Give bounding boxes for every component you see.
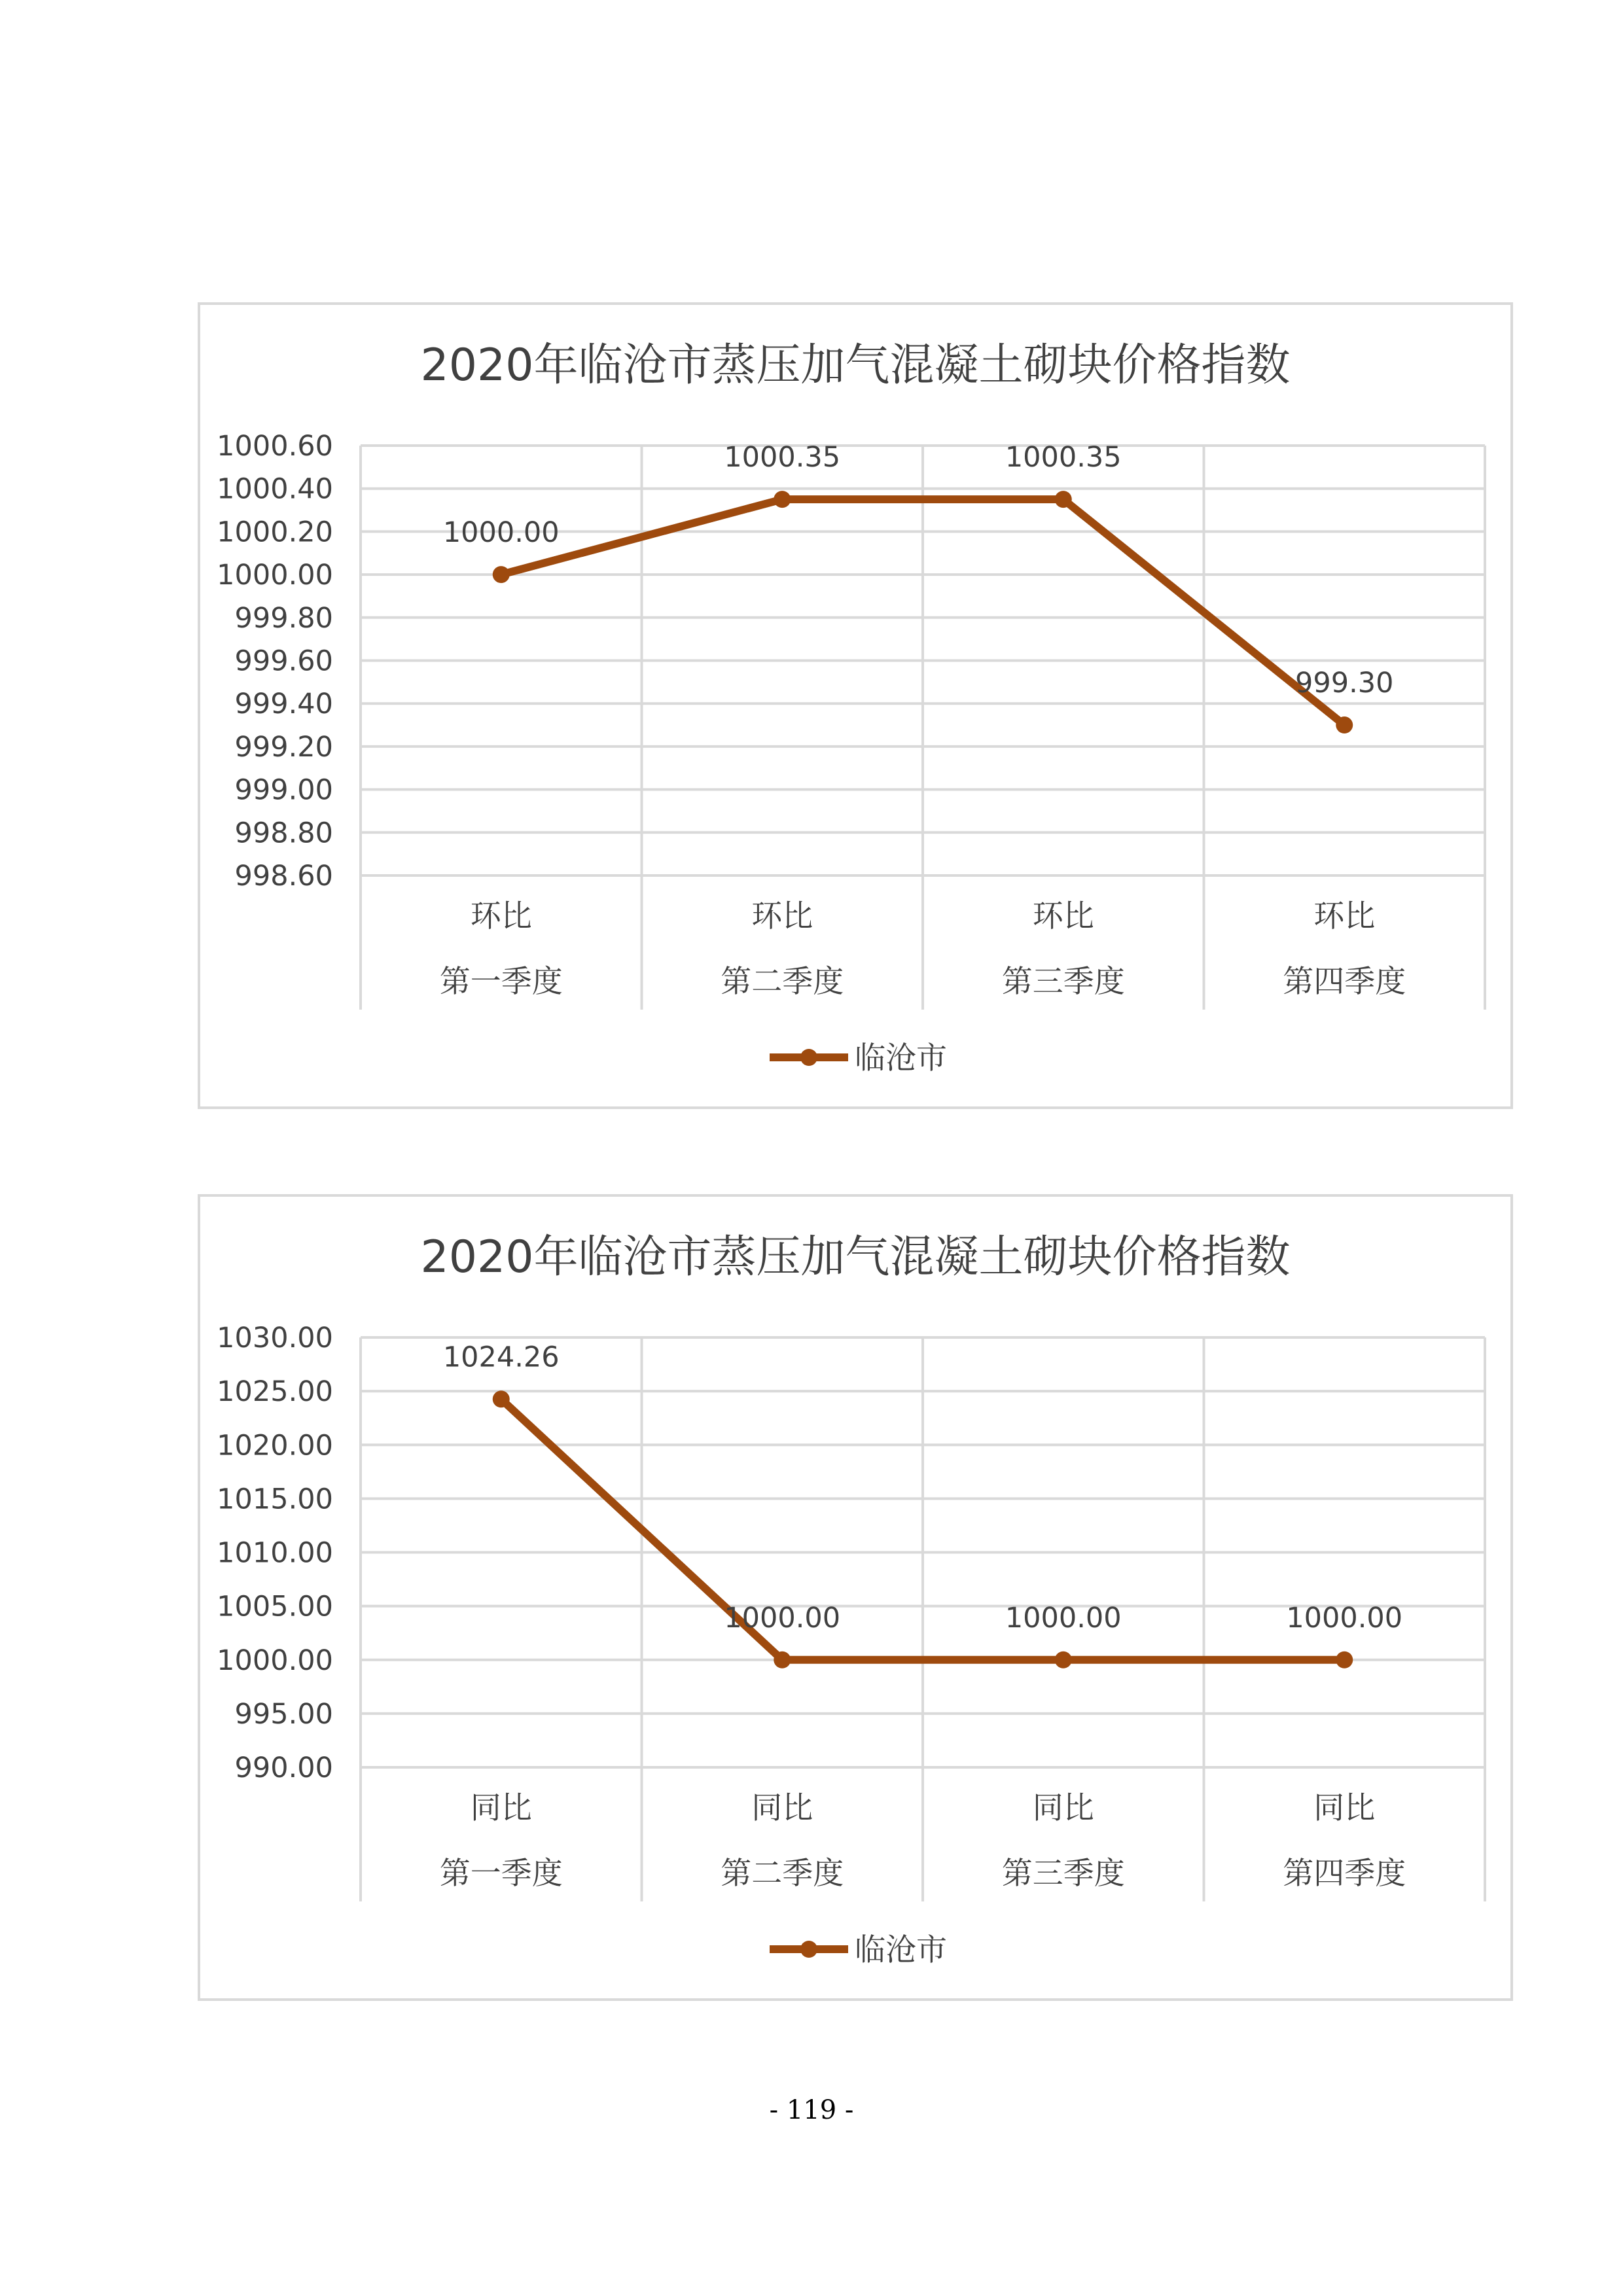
y-tick-label: 999.60 <box>234 645 333 678</box>
y-tick-label: 1020.00 <box>217 1429 333 1462</box>
x-tick-label-row2: 第二季度 <box>721 1856 844 1892</box>
legend-marker <box>800 1049 817 1066</box>
data-label: 1000.35 <box>724 441 841 474</box>
y-tick-label: 1025.00 <box>217 1375 333 1409</box>
x-tick-label-row1: 环比 <box>1313 898 1376 934</box>
y-tick-label: 1015.00 <box>217 1483 333 1516</box>
page-number: - 119 - <box>769 2095 854 2125</box>
data-label: 1000.00 <box>442 516 560 550</box>
y-tick-label: 1030.00 <box>217 1322 333 1354</box>
x-tick-label-row1: 环比 <box>751 898 813 934</box>
data-point <box>774 1651 791 1669</box>
data-label: 999.30 <box>1295 667 1394 700</box>
data-point <box>493 566 510 583</box>
data-label: 1000.35 <box>1005 441 1122 474</box>
x-tick-label-row1: 同比 <box>470 1790 532 1826</box>
chart-title: 2020年临沧市蒸压加气混凝土砌块价格指数 <box>420 340 1291 391</box>
x-tick-label-row2: 第二季度 <box>721 964 844 1000</box>
chart-qoq <box>198 302 1513 1109</box>
y-tick-label: 998.80 <box>234 817 333 850</box>
y-tick-label: 999.20 <box>234 730 333 764</box>
x-tick-label-row2: 第四季度 <box>1283 1856 1406 1892</box>
chart-yoy-svg <box>200 1197 1510 1998</box>
data-point <box>774 491 791 508</box>
y-tick-label: 1000.20 <box>217 516 333 549</box>
data-point <box>1336 1651 1353 1669</box>
x-tick-label-row1: 同比 <box>1313 1790 1376 1826</box>
data-label: 1000.00 <box>1286 1601 1403 1634</box>
chart-title: 2020年临沧市蒸压加气混凝土砌块价格指数 <box>420 1231 1291 1283</box>
y-tick-label: 999.00 <box>234 773 333 807</box>
x-tick-label-row1: 环比 <box>1032 898 1094 934</box>
y-tick-label: 1000.00 <box>217 559 333 592</box>
data-point <box>1055 1651 1072 1669</box>
x-tick-label-row1: 环比 <box>470 898 532 934</box>
x-tick-label-row2: 第三季度 <box>1001 1856 1125 1892</box>
x-tick-label-row2: 第四季度 <box>1283 964 1406 1000</box>
x-tick-label-row2: 第三季度 <box>1001 964 1125 1000</box>
data-point <box>1055 491 1072 508</box>
data-label: 1000.00 <box>1005 1601 1122 1634</box>
legend-label: 临沧市 <box>855 1040 947 1076</box>
x-tick-label-row2: 第一季度 <box>439 1856 563 1892</box>
y-tick-label: 990.00 <box>234 1752 333 1784</box>
chart-yoy <box>198 1194 1513 2001</box>
y-tick-label: 998.60 <box>234 860 333 892</box>
chart-qoq-svg <box>200 305 1510 1106</box>
legend-marker <box>800 1941 817 1958</box>
y-tick-label: 999.80 <box>234 601 333 635</box>
y-tick-label: 1000.00 <box>217 1644 333 1677</box>
data-label: 1024.26 <box>442 1341 560 1374</box>
y-tick-label: 1000.40 <box>217 472 333 506</box>
x-tick-label-row1: 同比 <box>1032 1790 1094 1826</box>
data-label: 1000.00 <box>724 1601 841 1634</box>
y-tick-label: 1000.60 <box>217 430 333 463</box>
data-point <box>1336 716 1353 733</box>
x-tick-label-row2: 第一季度 <box>439 964 563 1000</box>
y-tick-label: 1005.00 <box>217 1590 333 1623</box>
y-tick-label: 995.00 <box>234 1697 333 1731</box>
legend-label: 临沧市 <box>855 1932 947 1968</box>
data-point <box>493 1390 510 1407</box>
x-tick-label-row1: 同比 <box>751 1790 813 1826</box>
y-tick-label: 1010.00 <box>217 1536 333 1570</box>
y-tick-label: 999.40 <box>234 688 333 721</box>
